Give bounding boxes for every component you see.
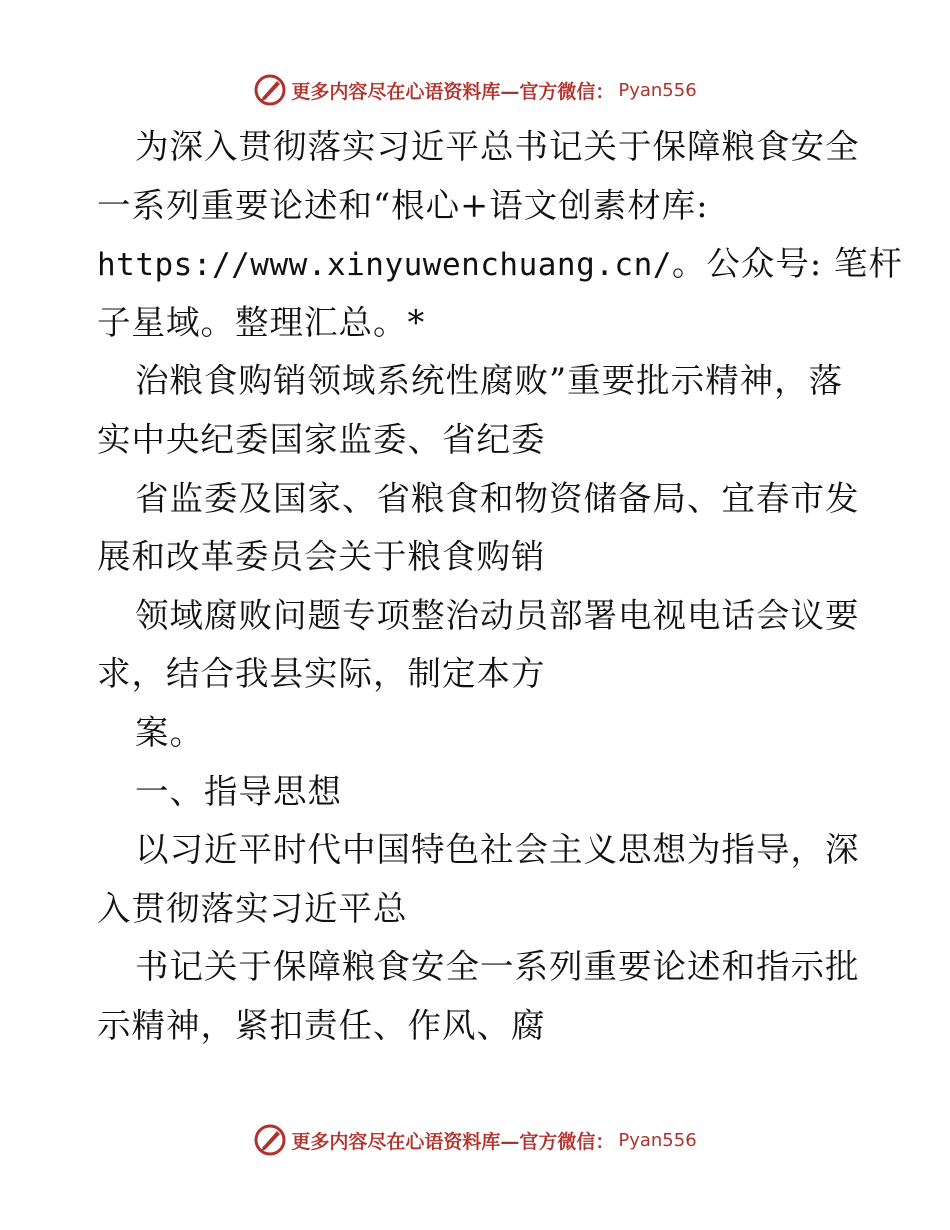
paragraph-line: 书记关于保障粮食安全一系列重要论述和指示批 bbox=[135, 947, 860, 987]
header-wechat-id: Pyan556 bbox=[618, 79, 697, 101]
paragraph-line: 省监委及国家、省粮食和物资储备局、宜春市发 bbox=[135, 478, 860, 518]
paragraph-line: 一系列重要论述和“根心+语文创素材库: bbox=[97, 185, 709, 225]
paragraph-line-tail: 。公众号: 笔杆 bbox=[671, 244, 903, 284]
header-banner bbox=[0, 70, 950, 110]
quill-logo-icon bbox=[253, 1123, 287, 1157]
paragraph-line: 为深入贯彻落实习近平总书记关于保障粮食安全 bbox=[135, 127, 860, 166]
paragraph-line: 治粮食购销领域系统性腐败”重要批示精神，落 bbox=[135, 361, 844, 401]
paragraph-line: 示精神，紧扣责任、作风、腐 bbox=[97, 1005, 546, 1045]
paragraph-line: 展和改革委员会关于粮食购销 bbox=[97, 537, 546, 577]
paragraph-line: 子星域。整理汇总。* bbox=[97, 302, 426, 342]
paragraph-line: 入贯彻落实习近平总 bbox=[97, 888, 408, 928]
paragraph-line: 领域腐败问题专项整治动员部署电视电话会议要 bbox=[135, 595, 860, 635]
footer-wechat-id: Pyan556 bbox=[618, 1129, 697, 1151]
footer-banner-text: 更多内容尽在心语资料库—官方微信： bbox=[291, 1130, 615, 1153]
quill-logo-icon bbox=[253, 73, 287, 107]
header-banner-text: 更多内容尽在心语资料库—官方微信： bbox=[291, 80, 615, 103]
url-line bbox=[97, 235, 903, 294]
section-heading: 一、指导思想 bbox=[135, 771, 342, 811]
paragraph-line: 实中央纪委国家监委、省纪委 bbox=[97, 419, 546, 459]
paragraph-line: 案。 bbox=[135, 712, 204, 752]
website-url: https://www.xinyuwenchuang.cn/ bbox=[97, 247, 672, 284]
document-body bbox=[97, 118, 903, 1056]
footer-banner bbox=[0, 1120, 950, 1160]
paragraph-line: 以习近平时代中国特色社会主义思想为指导，深 bbox=[135, 830, 860, 870]
paragraph-line: 求，结合我县实际，制定本方 bbox=[97, 654, 546, 694]
